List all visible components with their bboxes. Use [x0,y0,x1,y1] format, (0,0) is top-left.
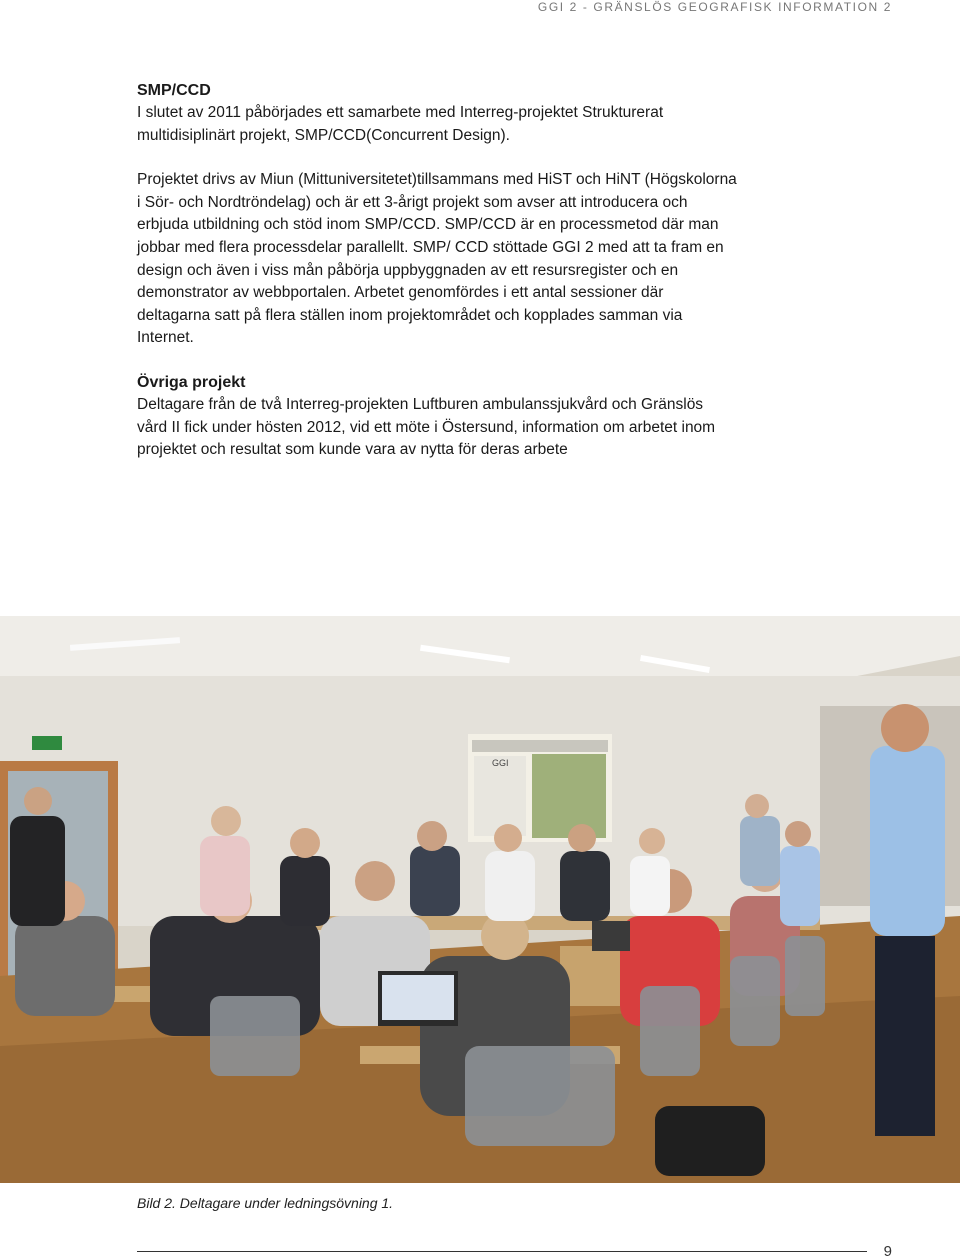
page-number: 9 [883,1243,892,1260]
footer-divider [137,1251,867,1252]
figure-caption: Bild 2. Deltagare under ledningsövning 1. [137,1195,394,1211]
running-header: GGI 2 - GRÄNSLÖS GEOGRAFISK INFORMATION 2 [537,0,892,14]
meeting-photo [0,616,960,1183]
section-heading-smp-ccd: SMP/CCD [137,82,211,99]
section-heading-ovriga-projekt: Övriga projekt [137,373,246,391]
paragraph: I slutet av 2011 påbörjades ett samarbete med Interreg-projektet Strukturerat multidisiplinärt projekt, SMP/CCD(Concurrent Design). [137,104,664,144]
screen-label: GGI [492,758,509,768]
paragraph: Deltagare från de två Interreg-projekten Luftburen ambulanssjukvård och Gränslös vård II fick under hösten 2012, vid ett möte i Östersund, information om arbetet inom projektet och resultat som kunde vara av nytta för deras arbete [137,395,716,459]
main-text [137,80,737,462]
paragraph: Projektet drivs av Miun (Mittuniversitetet)tillsammans med HiST och HiNT (Högskolorna i Sör- och Nordtröndelag) och är ett 3-årigt projekt som avser att introducera och erbjuda utbildning och stöd inom SMP/CCD. SMP/CCD är en processmetod där man jobbar med flera processdelar parallellt. SMP/ CCD stöttade GGI 2 med att ta fram en design och även i viss mån påbörja uppbyggnaden av ett resursregister och en demonstrator av webbportalen. Arbetet genomfördes i ett antal sessioner där deltagarna satt på flera ställen inom projektområdet och kopplades samman via Internet. [137,171,737,347]
meeting-photo-illustration [0,616,960,1183]
